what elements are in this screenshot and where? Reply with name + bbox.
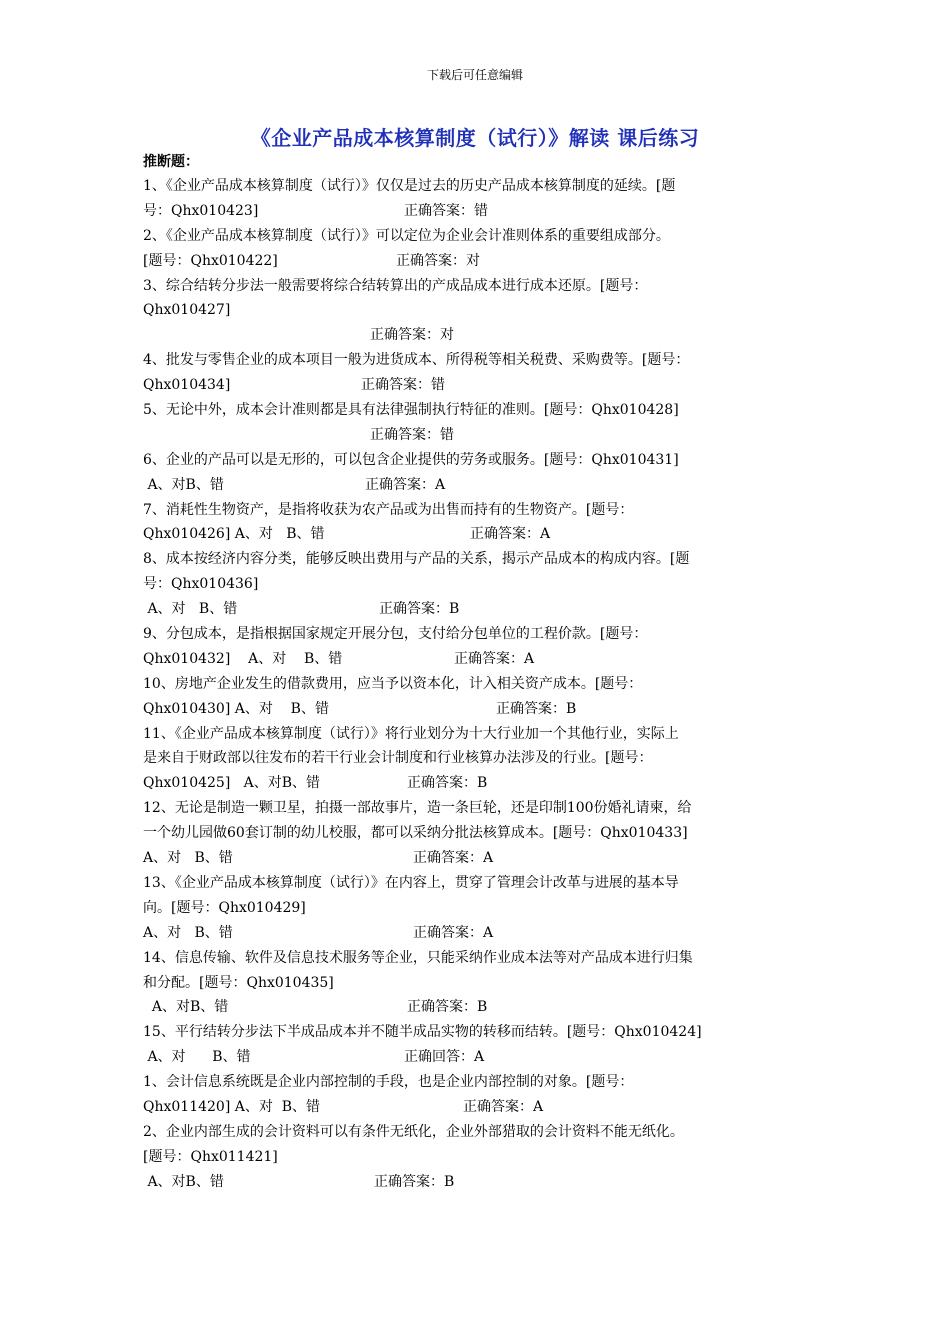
question-lines (143, 174, 803, 1195)
question-text: Qhx010430] A、对 B、错 (143, 700, 329, 717)
question-line (143, 498, 803, 523)
question-line (143, 274, 803, 299)
question-text: 6、企业的产品可以是无形的，可以包含企业提供的劳务或服务。[题号：Qhx010431] (143, 451, 679, 468)
correct-answer: 正确答案：A (413, 924, 494, 941)
question-line (143, 846, 803, 871)
question-line (143, 746, 803, 771)
question-text: A、对 B、错 (143, 850, 233, 867)
question-line (143, 622, 803, 647)
question-text: 11、《企业产品成本核算制度（试行）》将行业划分为十大行业加一个其他行业，实际上 (143, 725, 679, 742)
question-line (143, 1145, 803, 1170)
question-text: Qhx010426] A、对 B、错 (143, 526, 325, 543)
question-line (143, 1095, 803, 1120)
question-text: 4、批发与零售企业的成本项目一般为进货成本、所得税等相关税费、采购费等。[题号： (143, 352, 690, 369)
correct-answer: 正确答案：B (379, 601, 460, 618)
question-text: 15、平行结转分步法下半成品成本并不随半成品实物的转移而结转。[题号：Qhx010424] (143, 1024, 702, 1041)
question-text: Qhx010427] (143, 302, 231, 319)
question-text: [题号：Qhx011421] (143, 1148, 278, 1165)
question-text: A、对 B、错 (143, 601, 238, 618)
correct-answer: 正确答案：错 (370, 426, 454, 443)
document-title: 《企业产品成本核算制度（试行）》解读 课后练习 (250, 126, 700, 150)
question-line (143, 1120, 803, 1145)
question-text: 5、无论中外，成本会计准则都是具有法律强制执行特征的准则。[题号：Qhx010428] (143, 402, 679, 419)
correct-answer: 正确答案：A (454, 650, 535, 667)
question-line (143, 398, 803, 423)
question-line (143, 1020, 803, 1045)
question-text: 向。[题号：Qhx010429] (143, 899, 306, 916)
question-line (143, 896, 803, 921)
question-line (143, 323, 803, 348)
question-line (143, 373, 803, 398)
question-text: 是来自于财政部以往发布的若干行业会计制度和行业核算办法涉及的行业。[题号： (143, 750, 653, 767)
question-line (143, 971, 803, 996)
correct-answer: 正确答案：B (407, 999, 488, 1016)
question-line (143, 722, 803, 747)
correct-answer: 正确答案：B (407, 775, 488, 792)
question-line (143, 348, 803, 373)
question-line (143, 1170, 803, 1195)
correct-answer: 正确答案：对 (396, 252, 480, 269)
question-line (143, 921, 803, 946)
question-line (143, 448, 803, 473)
question-text: 13、《企业产品成本核算制度（试行）》在内容上，贯穿了管理会计改革与进展的基本导 (143, 874, 679, 891)
correct-answer: 正确答案：A (365, 476, 446, 493)
question-line (143, 547, 803, 572)
correct-answer: 正确答案：错 (404, 202, 488, 219)
question-line (143, 199, 803, 224)
question-text: 8、成本按经济内容分类，能够反映出费用与产品的关系，揭示产品成本的构成内容。[题 (143, 551, 690, 568)
question-line (143, 697, 803, 722)
question-line (143, 946, 803, 971)
question-line (143, 871, 803, 896)
question-line (143, 1045, 803, 1070)
question-line (143, 423, 803, 448)
correct-answer: 正确答案：A (470, 526, 551, 543)
question-text: 2、《企业产品成本核算制度（试行）》可以定位为企业会计准则体系的重要组成部分。 (143, 227, 670, 244)
question-text: 1、《企业产品成本核算制度（试行）》仅仅是过去的历史产品成本核算制度的延续。[题 (143, 178, 676, 194)
question-text: 3、综合结转分步法一般需要将综合结转算出的产成品成本进行成本还原。[题号： (143, 277, 648, 294)
question-line (143, 821, 803, 846)
question-text: A、对 B、错 (143, 924, 233, 941)
question-text: Qhx011420] A、对 B、错 (143, 1098, 321, 1115)
question-line (143, 572, 803, 597)
question-line (143, 298, 803, 323)
question-text: A、对B、错 (143, 999, 229, 1016)
question-text: 12、无论是制造一颗卫星，拍摄一部故事片，造一条巨轮，还是印制100份婚礼请柬，给 (143, 800, 692, 817)
correct-answer: 正确答案：B (374, 1173, 455, 1190)
question-text: Qhx010432] A、对 B、错 (143, 650, 343, 667)
question-line (143, 796, 803, 821)
question-text: A、对B、错 (143, 1173, 224, 1190)
question-text: [题号：Qhx010422] (143, 252, 278, 269)
question-text: A、对 B、错 (143, 1049, 251, 1066)
question-text: 1、会计信息系统既是企业内部控制的手段，也是企业内部控制的对象。[题号： (143, 1074, 634, 1091)
header-note: 下载后可任意编辑 (426, 68, 523, 82)
section-label: 推断题： (143, 154, 199, 170)
question-line (143, 473, 803, 498)
question-line (143, 597, 803, 622)
question-line (143, 672, 803, 697)
correct-answer: 正确回答：A (404, 1049, 485, 1066)
question-text: Qhx010434] (143, 377, 231, 394)
question-line (143, 995, 803, 1020)
question-line (143, 1070, 803, 1095)
correct-answer: 正确答案：B (496, 700, 577, 717)
correct-answer: 正确答案：A (463, 1098, 544, 1115)
question-line (143, 647, 803, 672)
question-text: 2、企业内部生成的会计资料可以有条件无纸化，企业外部猎取的会计资料不能无纸化。 (143, 1123, 684, 1140)
question-text: 9、分包成本，是指根据国家规定开展分包，支付给分包单位的工程价款。[题号： (143, 626, 648, 643)
question-text: 和分配。[题号：Qhx010435] (143, 974, 334, 991)
correct-answer: 正确答案：错 (361, 377, 445, 394)
correct-answer: 正确答案：对 (370, 327, 454, 344)
question-line (143, 224, 803, 249)
question-text: 10、房地产企业发生的借款费用，应当予以资本化，计入相关资产成本。[题号： (143, 675, 643, 692)
question-text: A、对B、错 (143, 476, 224, 493)
question-text: 一个幼儿园做60套订制的幼儿校服，都可以采纳分批法核算成本。[题号：Qhx010433] (143, 825, 688, 842)
question-text: 14、信息传输、软件及信息技术服务等企业，只能采纳作业成本法等对产品成本进行归集 (143, 949, 693, 966)
question-text: 号：Qhx010423] (143, 202, 259, 219)
question-text: 号：Qhx010436] (143, 576, 259, 593)
question-line (143, 174, 803, 199)
question-text: Qhx010425] A、对B、错 (143, 775, 321, 792)
question-list (143, 150, 803, 1195)
question-line (143, 249, 803, 274)
question-text: 7、消耗性生物资产，是指将收获为农产品或为出售而持有的生物资产。[题号： (143, 501, 634, 518)
correct-answer: 正确答案：A (413, 850, 494, 867)
question-line (143, 771, 803, 796)
question-line (143, 522, 803, 547)
